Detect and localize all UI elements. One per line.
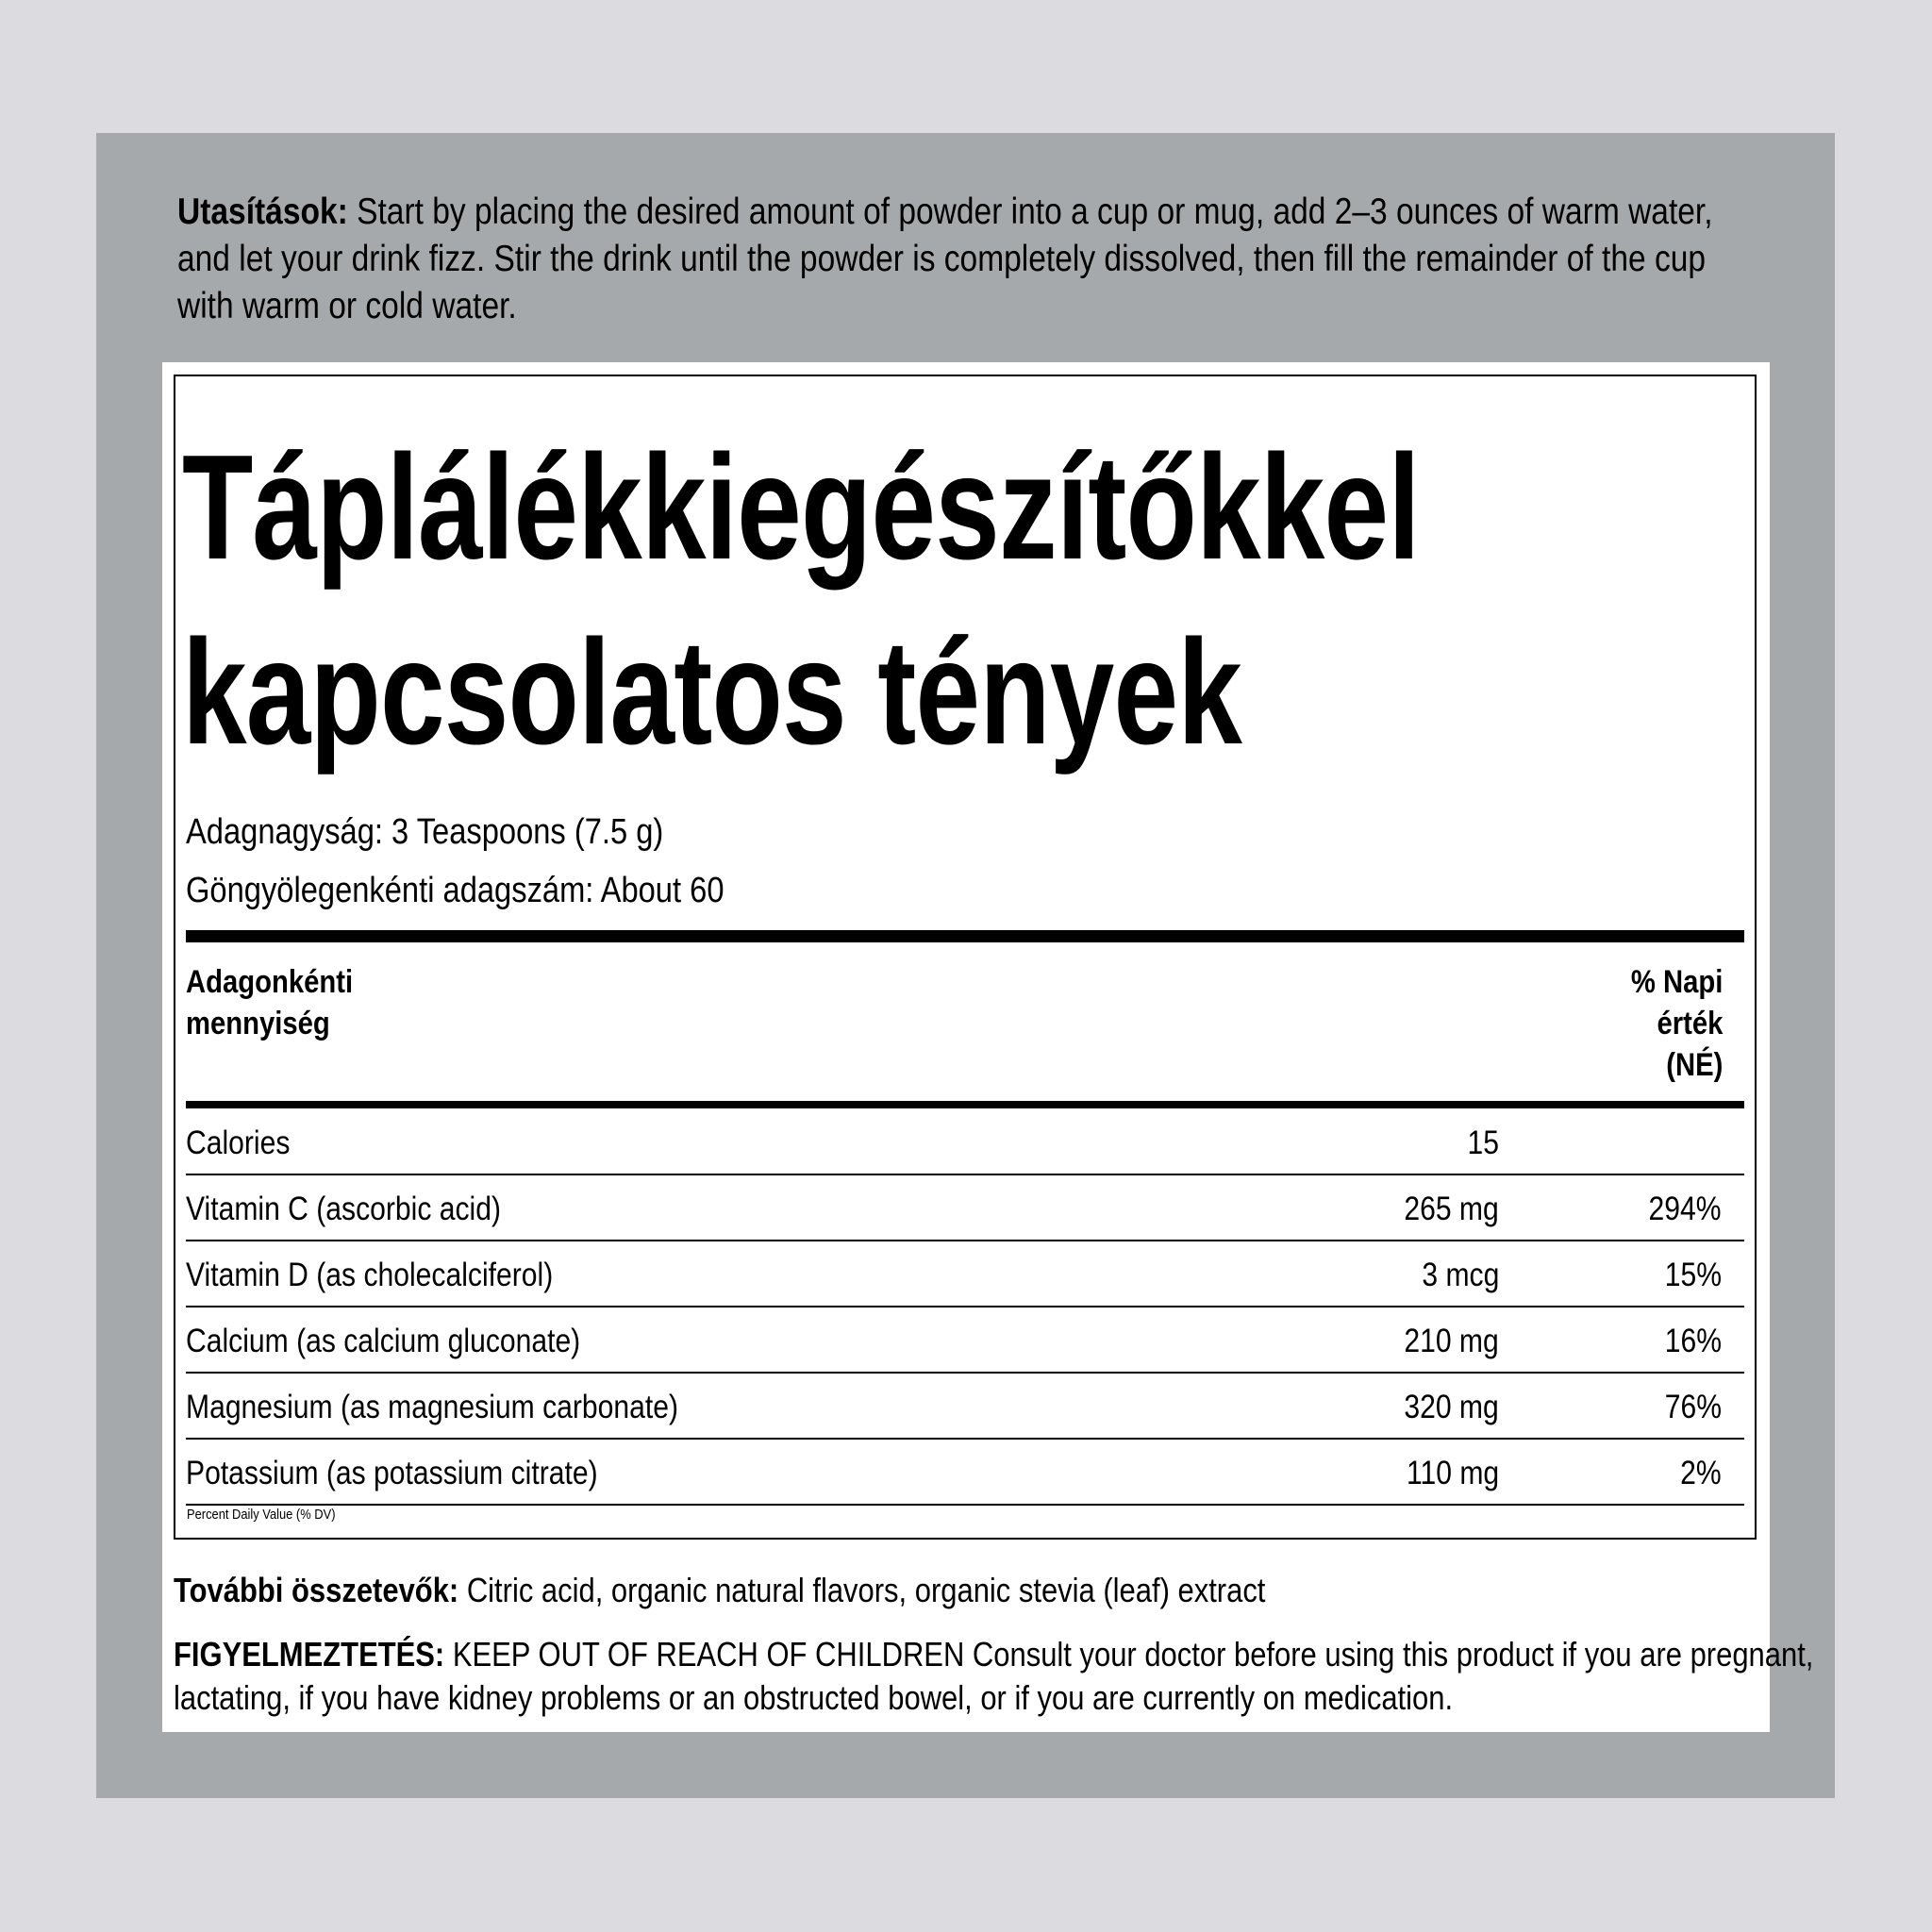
warning-label: FIGYELMEZTETÉS: xyxy=(174,1635,445,1674)
table-row xyxy=(186,1241,1744,1307)
table-row xyxy=(186,1175,1744,1241)
warning-body: KEEP OUT OF REACH OF CHILDREN Consult your doctor before using this product if you are pregnant, lactating, if you have kidney problems or an obstructed bowel, or if you are currently on medication. xyxy=(174,1635,1814,1717)
nutrient-amount: 15 xyxy=(1467,1124,1499,1161)
other-ingredients-label: További összetevők: xyxy=(174,1571,459,1609)
directions-label: Utasítások: xyxy=(177,192,348,232)
facts-title-line-1: Táplálékkiegészítőkkel xyxy=(182,425,1420,591)
nutrient-name: Vitamin C (ascorbic acid) xyxy=(186,1191,502,1227)
warning-text xyxy=(174,1633,1918,1720)
nutrient-name: Magnesium (as magnesium carbonate) xyxy=(186,1389,678,1425)
daily-value-header: % Napi érték (NÉ) xyxy=(1630,964,1723,1083)
table-row xyxy=(186,1307,1744,1374)
nutrient-amount: 320 mg xyxy=(1404,1389,1499,1425)
serving-size: Adagnagyság: 3 Teaspoons (7.5 g) xyxy=(186,812,664,852)
directions-text xyxy=(177,189,1762,330)
thick-divider-middle xyxy=(186,1101,1744,1108)
other-ingredients xyxy=(174,1569,1265,1612)
thick-divider-top xyxy=(186,930,1744,942)
table-row xyxy=(186,1109,1744,1175)
facts-title xyxy=(182,415,1420,785)
nutrient-amount: 3 mcg xyxy=(1422,1257,1499,1293)
nutrient-amount: 110 mg xyxy=(1406,1455,1499,1491)
nutrient-name: Calories xyxy=(186,1124,291,1161)
nutrient-daily-value: 76% xyxy=(1664,1389,1722,1425)
facts-title-line-2: kapcsolatos tények xyxy=(182,609,1242,775)
other-ingredients-body: Citric acid, organic natural flavors, organic stevia (leaf) extract xyxy=(458,1571,1266,1609)
nutrient-name: Vitamin D (as cholecalciferol) xyxy=(186,1257,554,1293)
daily-value-footnote: Percent Daily Value (% DV) xyxy=(187,1507,336,1523)
nutrient-daily-value: 16% xyxy=(1664,1323,1722,1359)
row-divider xyxy=(186,1504,1744,1506)
nutrient-name: Potassium (as potassium citrate) xyxy=(186,1455,598,1491)
nutrient-amount: 210 mg xyxy=(1404,1323,1499,1359)
nutrient-daily-value: 294% xyxy=(1649,1191,1722,1227)
servings-per-container: Göngyölegenkénti adagszám: About 60 xyxy=(186,871,724,910)
table-row xyxy=(186,1374,1744,1440)
nutrient-daily-value: 15% xyxy=(1664,1257,1722,1293)
table-row xyxy=(186,1440,1744,1506)
nutrient-amount: 265 mg xyxy=(1404,1191,1499,1227)
nutrient-name: Calcium (as calcium gluconate) xyxy=(186,1323,581,1359)
directions-body: Start by placing the desired amount of powder into a cup or mug, add 2–3 ounces of warm water, and let your drink fizz. Stir the drink until the powder is completely dissolved, then fill the remainder of the cup with warm or cold water. xyxy=(177,192,1713,326)
nutrient-daily-value: 2% xyxy=(1680,1455,1722,1491)
amount-per-serving-header: Adagonkénti mennyiség xyxy=(186,964,354,1041)
